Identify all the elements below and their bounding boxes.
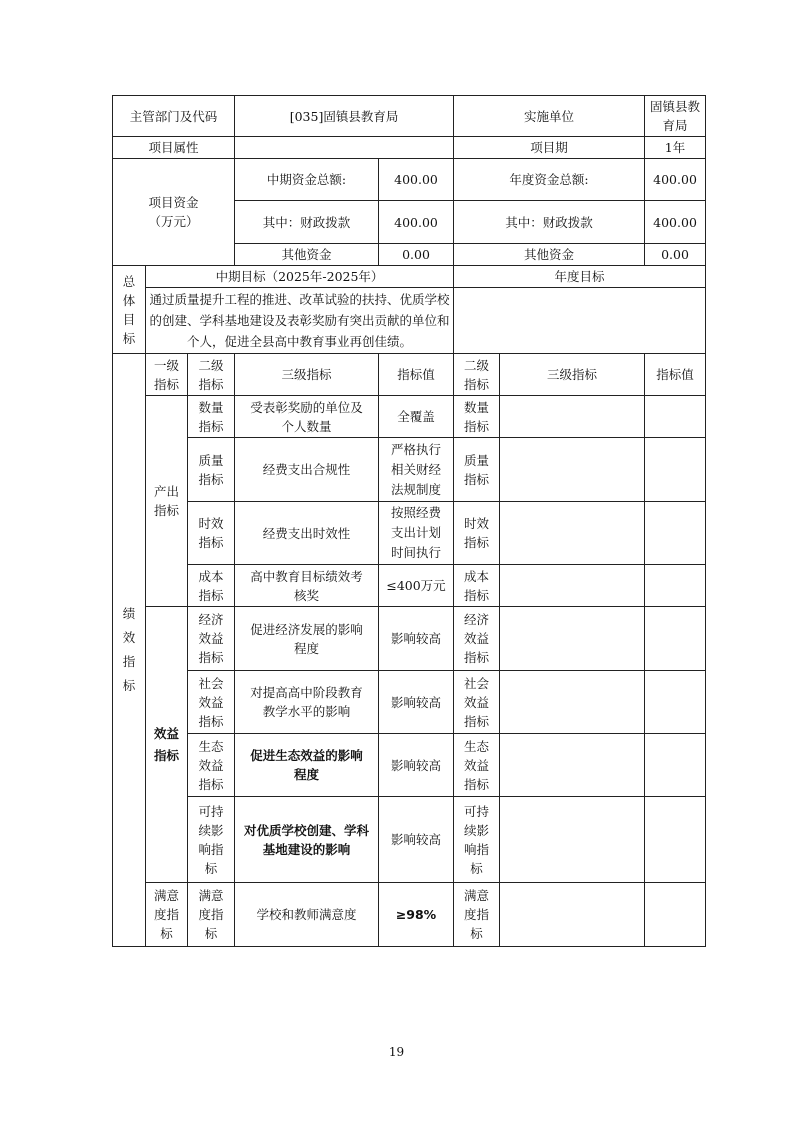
page-number: 19 [388,1045,405,1059]
row-value: 严格执行 相关财经 法规制度 [379,438,454,502]
row-l3: 受表彰奖励的单位及 个人数量 [235,396,379,438]
row-right-l3 [500,438,645,502]
row-value: 影响较高 [379,607,454,671]
row-right-l3 [500,734,645,797]
row-value: 全覆盖 [379,396,454,438]
year-goal-header: 年度目标 [454,266,706,288]
row-l3: 高中教育目标绩效考 核奖 [235,565,379,607]
impl-value: 固镇县教育局 [645,96,706,137]
row-right-l3 [500,396,645,438]
row-l3: 促进经济发展的影响 程度 [235,607,379,671]
row-l2: 成本 指标 [188,565,235,607]
year-fiscal-label: 其中：财政拨款 [454,201,645,244]
col-level2: 二级 指标 [188,354,235,396]
row-right-l3 [500,502,645,565]
col-right-level2: 二级 指标 [454,354,500,396]
row-right-value [645,734,706,797]
year-total-value: 400.00 [645,159,706,201]
mid-fiscal-value: 400.00 [379,201,454,244]
row-right-l2: 经济 效益 指标 [454,607,500,671]
mid-other-value: 0.00 [379,244,454,266]
dept-value: [035]固镇县教育局 [235,96,454,137]
row-right-l3 [500,607,645,671]
row-right-l3 [500,883,645,947]
year-total-label: 年度资金总额: [454,159,645,201]
row-right-value [645,671,706,734]
benefit-indicator-label: 效益 指标 [146,607,188,883]
row-right-value [645,797,706,883]
attr-label: 项目属性 [113,137,235,159]
overall-goal-label: 总 体 目 标 [113,266,146,354]
row-right-value [645,565,706,607]
row-value: 影响较高 [379,734,454,797]
year-other-value: 0.00 [645,244,706,266]
mid-other-label: 其他资金 [235,244,379,266]
impl-label: 实施单位 [454,96,645,137]
col-level1: 一级 指标 [146,354,188,396]
row-right-l2: 质量 指标 [454,438,500,502]
row-l3: 学校和教师满意度 [235,883,379,947]
period-value: 1年 [645,137,706,159]
row-value: ≥98% [379,883,454,947]
mid-total-label: 中期资金总额: [235,159,379,201]
perf-label: 绩 效 指 标 [113,354,146,947]
period-label: 项目期 [454,137,645,159]
row-value: 按照经费 支出计划 时间执行 [379,502,454,565]
col-right-value: 指标值 [645,354,706,396]
row-l2: 经济 效益 指标 [188,607,235,671]
mid-fiscal-label: 其中：财政拨款 [235,201,379,244]
row-right-l2: 生态 效益 指标 [454,734,500,797]
row-right-l3 [500,671,645,734]
row-l3: 经费支出合规性 [235,438,379,502]
col-right-level3: 三级指标 [500,354,645,396]
attr-value [235,137,454,159]
funds-label: 项目资金 （万元） [113,159,235,266]
row-right-value [645,883,706,947]
row-right-value [645,607,706,671]
col-value: 指标值 [379,354,454,396]
row-l3: 对优质学校创建、学科 基地建设的影响 [235,797,379,883]
year-other-label: 其他资金 [454,244,645,266]
mid-total-value: 400.00 [379,159,454,201]
col-level3: 三级指标 [235,354,379,396]
row-right-l3 [500,565,645,607]
row-l2: 质量 指标 [188,438,235,502]
output-indicator-label: 产出 指标 [146,396,188,607]
row-right-l2: 时效 指标 [454,502,500,565]
row-right-value [645,396,706,438]
row-right-l2: 满意 度指 标 [454,883,500,947]
row-value: 影响较高 [379,671,454,734]
row-right-l3 [500,797,645,883]
row-right-l2: 成本 指标 [454,565,500,607]
row-l2: 社会 效益 指标 [188,671,235,734]
mid-goal-header: 中期目标（2025年-2025年） [146,266,454,288]
mid-goal-text: 通过质量提升工程的推进、改革试验的扶持、优质学校的创建、学科基地建设及表彰奖励有突出贡献的单位和个人，促进全县高中教育事业再创佳绩。 [146,288,454,354]
row-l3: 经费支出时效性 [235,502,379,565]
year-goal-text [454,288,706,354]
row-l2: 数量 指标 [188,396,235,438]
row-l2: 可持 续影 响指 标 [188,797,235,883]
satisfaction-indicator-label: 满意 度指 标 [146,883,188,947]
row-l3: 促进生态效益的影响 程度 [235,734,379,797]
performance-target-table [112,95,706,947]
row-l2: 满意 度指 标 [188,883,235,947]
row-right-l2: 数量 指标 [454,396,500,438]
row-right-l2: 社会 效益 指标 [454,671,500,734]
row-right-l2: 可持 续影 响指 标 [454,797,500,883]
row-value: ≤400万元 [379,565,454,607]
dept-label: 主管部门及代码 [113,96,235,137]
row-value: 影响较高 [379,797,454,883]
row-right-value [645,502,706,565]
row-l3: 对提高高中阶段教育 教学水平的影响 [235,671,379,734]
row-right-value [645,438,706,502]
row-l2: 生态 效益 指标 [188,734,235,797]
year-fiscal-value: 400.00 [645,201,706,244]
row-l2: 时效 指标 [188,502,235,565]
